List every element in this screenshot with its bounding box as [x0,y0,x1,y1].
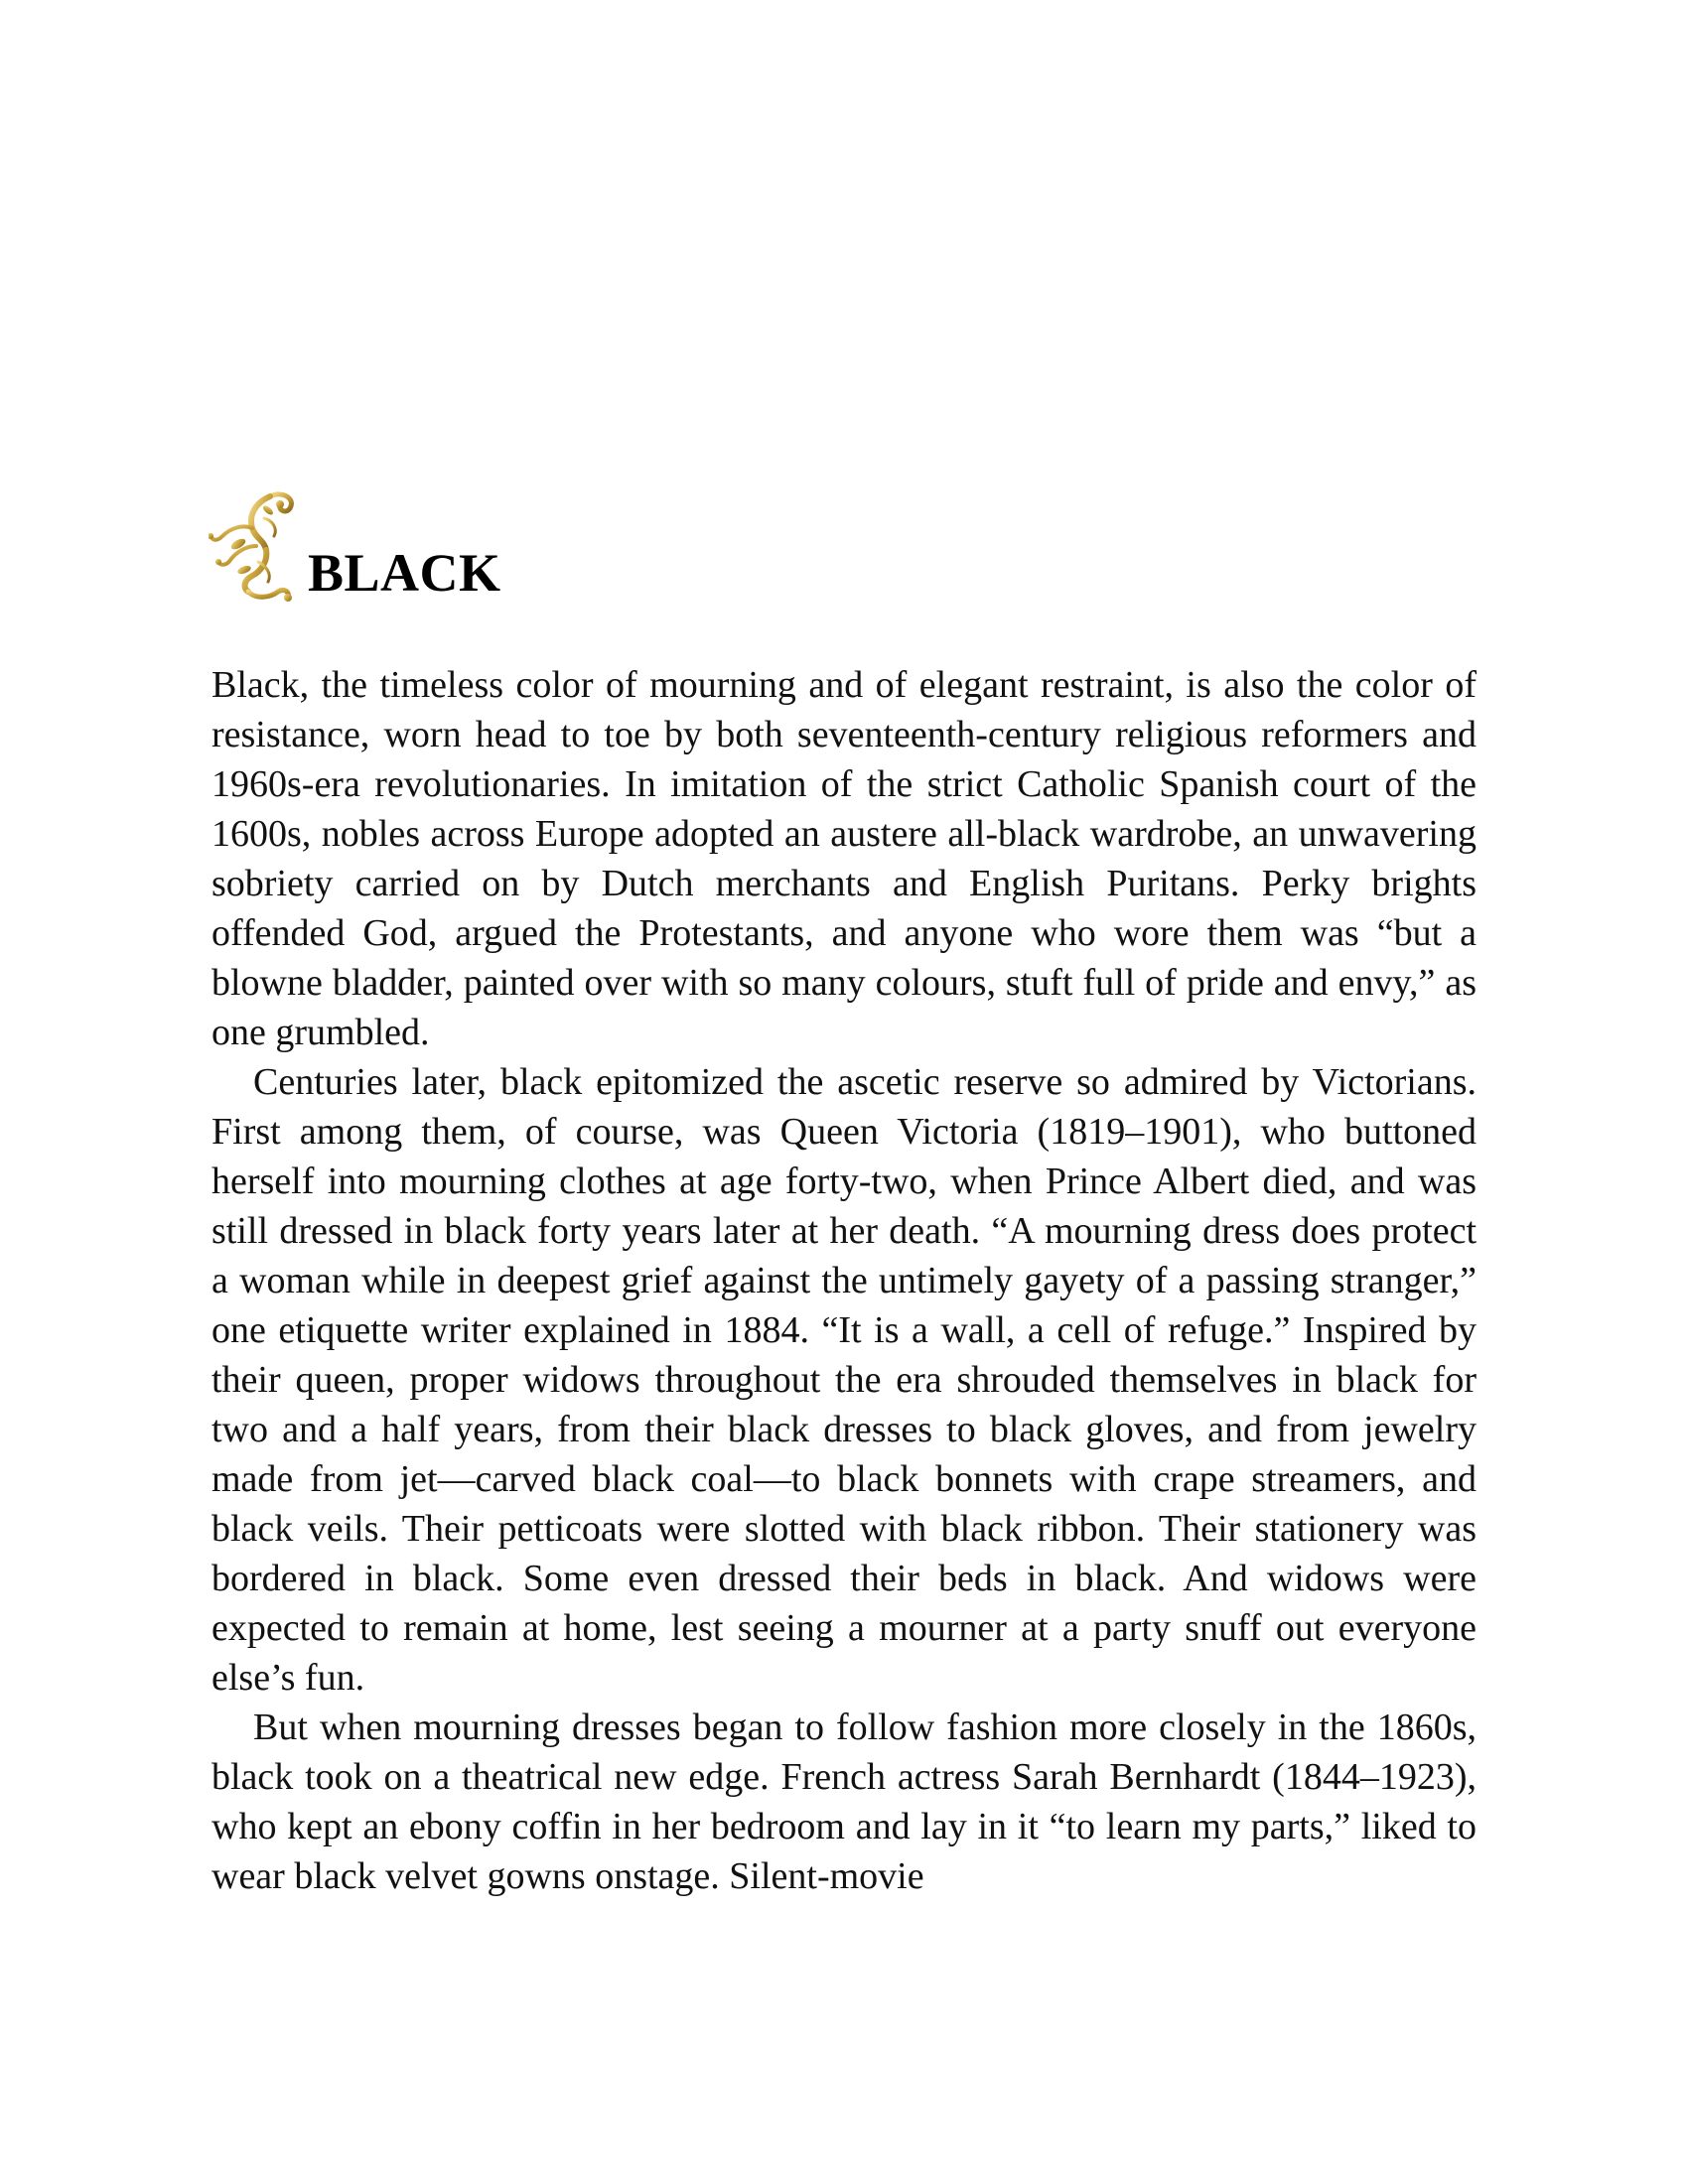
paragraph: Black, the timeless color of mourning and of elegant restraint, is also the color of resistance, worn head to toe by both seventeenth-century religious reformers and 1960s-era revolutionaries. In imitation of the strict Catholic Spanish court of the 1600s, nobles across Europe adopted an austere all-black wardrobe, an unwavering sobriety carried on by Dutch merchants and English Puritans. Perky brights offended God, argued the Protestants, and anyone who wore them was “but a blowne bladder, painted over with so many colours, stuft full of pride and envy,” as one grumbled. [211,664,1477,1053]
chapter-title: BLACK [308,543,501,603]
paragraph: Centuries later, black epitomized the ascetic reserve so admired by Victorians. First among them, of course, was Queen Victoria (1819–1901), who buttoned herself into mourning clothes at age forty-two, when Prince Albert died, and was still dressed in black forty years later at her death. “A mourning dress does protect a woman while in deepest grief against the untimely gayety of a passing stranger,” one etiquette writer explained in 1884. “It is a wall, a cell of refuge.” Inspired by their queen, proper widows throughout the era shrouded themselves in black for two and a half years, from their black dresses to black gloves, and from jewelry made from jet—carved black coal—to black bonnets with crape streamers, and black veils. Their petticoats were slotted with black ribbon. Their stationery was bordered in black. Some even dressed their beds in black. And widows were expected to remain at home, lest seeing a mourner at a party snuff out everyone else’s fun. [211,1061,1477,1699]
body-text [211,660,1477,1901]
gold-filigree-flourish-icon [209,488,304,604]
paragraph: But when mourning dresses began to follow fashion more closely in the 1860s, black took on a theatrical new edge. French actress Sarah Bernhardt (1844–1923), who kept an ebony coffin in her bedroom and lay in it “to learn my parts,” liked to wear black velvet gowns onstage. Silent-movie [211,1706,1477,1897]
chapter-heading [209,484,501,604]
